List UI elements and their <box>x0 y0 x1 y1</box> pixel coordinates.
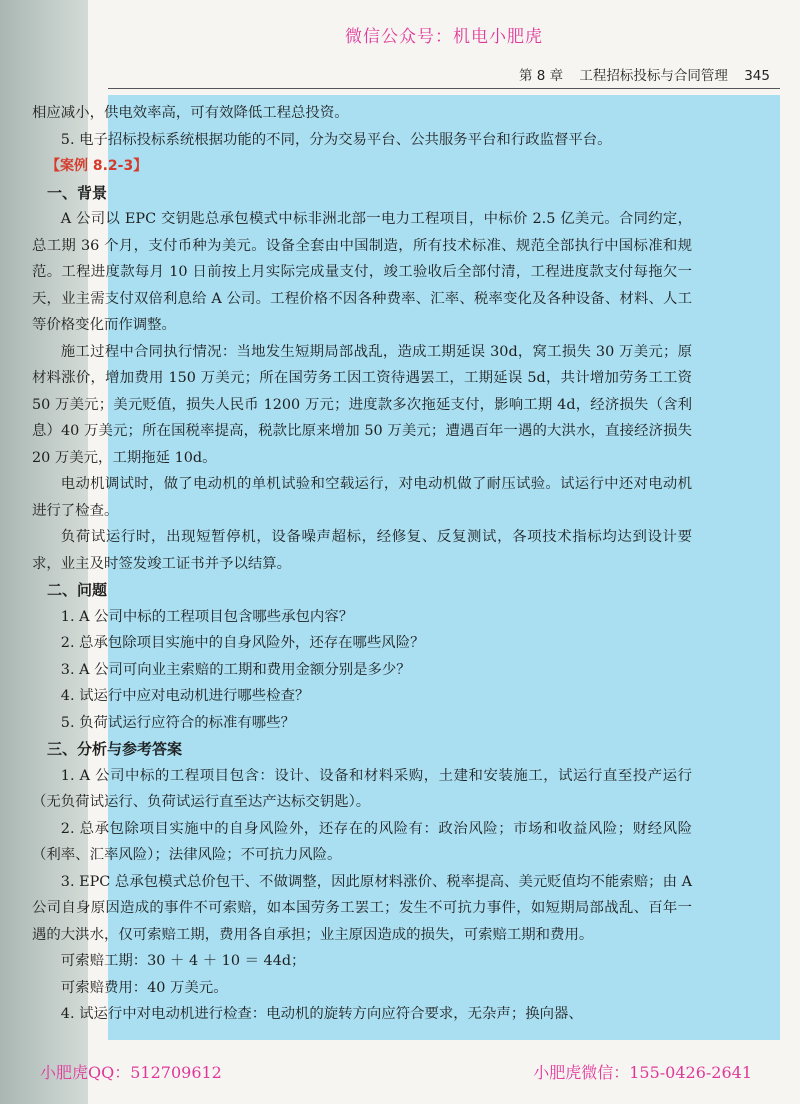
page-number: 345 <box>744 68 770 84</box>
paragraph: 2. 总承包除项目实施中的自身风险外，还存在的风险有：政治风险；市场和收益风险；财经风险（利率、汇率风险）；法律风险；不可抗力风险。 <box>32 820 692 863</box>
header-rule <box>108 88 780 89</box>
paragraph: 施工过程中合同执行情况：当地发生短期局部战乱，造成工期延误 30d，窝工损失 30 万美元；原材料涨价，增加费用 150 万美元；所在国劳务工因工资待遇罢工，工期延误 5d，共计增加劳务工工资 50 万美元；美元贬值，损失人民币 1200 万元；进度款多次拖延支付，影响工期 4d，经济损失（含利息）40 万美元；所在国税率提高，税款比原来增加 50 万美元；遭遇百年一遇的大洪水，直接经济损失 20 万美元，工期拖延 10d。 <box>32 343 692 466</box>
paragraph: 5. 电子招标投标系统根据功能的不同，分为交易平台、公共服务平台和行政监督平台。 <box>60 131 612 148</box>
chapter-title: 工程招标投标与合同管理 <box>579 68 728 84</box>
watermark-bottom-right: 小肥虎微信：155-0426-2641 <box>533 1063 752 1082</box>
page-body <box>32 100 692 1028</box>
section-heading: 二、问题 <box>47 581 108 599</box>
paragraph: 4. 试运行中对电动机进行检查：电动机的旋转方向应符合要求，无杂声；换向器、 <box>60 1006 583 1022</box>
section-heading: 一、背景 <box>47 183 108 202</box>
paragraph: 1. A 公司中标的工程项目包含：设计、设备和材料采购，土建和安装施工，试运行直至投产运行（无负荷试运行、负荷试运行直至达产达标交钥匙）。 <box>32 767 692 810</box>
paragraph: 2. 总承包除项目实施中的自身风险外，还存在哪些风险？ <box>60 635 425 651</box>
paragraph: 5. 负荷试运行应符合的标准有哪些？ <box>60 714 295 731</box>
paragraph: 1. A 公司中标的工程项目包含哪些承包内容？ <box>60 608 354 625</box>
running-header <box>507 64 770 84</box>
paragraph: 相应减小，供电效率高，可有效降低工程总投资。 <box>32 105 349 121</box>
paragraph: 可索赔费用：40 万美元。 <box>60 979 228 996</box>
case-label: 【案例 8.2-3】 <box>46 158 148 174</box>
paragraph: 4. 试运行中应对电动机进行哪些检查？ <box>60 688 310 704</box>
paragraph: A 公司以 EPC 交钥匙总承包模式中标非洲北部一电力工程项目，中标价 2.5 亿美元。合同约定，总工期 36 个月，支付币种为美元。设备全套由中国制造，所有技术标准、规范全部执行中国标准和规范。工程进度款每月 10 日前按上月实际完成量支付，竣工验收后全部付清，工程进度款支付每拖欠一天，业主需支付双倍利息给 A 公司。工程价格不因各种费率、汇率、税率变化及各种设备、材料、人工等价格变化而作调整。 <box>32 211 692 333</box>
paragraph: 3. EPC 总承包模式总价包干、不做调整，因此原材料涨价、税率提高、美元贬值均不能索赔；由 A 公司自身原因造成的事件不可索赔，如本国劳务工罢工；发生不可抗力事件，如短期局部战乱、百年一遇的大洪水，仅可索赔工期，费用各自承担；业主原因造成的损失，可索赔工期和费用。 <box>32 873 692 943</box>
paragraph: 3. A 公司可向业主索赔的工期和费用金额分别是多少？ <box>60 661 411 678</box>
paragraph: 电动机调试时，做了电动机的单机试验和空载运行，对电动机做了耐压试验。试运行中还对电动机进行了检查。 <box>32 476 692 519</box>
watermark-top: 微信公众号：机电小肥虎 <box>345 27 543 47</box>
paragraph: 负荷试运行时，出现短暂停机，设备噪声超标，经修复、反复测试，各项技术指标均达到设计要求，业主及时签发竣工证书并予以结算。 <box>32 529 692 572</box>
watermark-bottom-left: 小肥虎QQ：512709612 <box>40 1063 222 1082</box>
section-heading: 三、分析与参考答案 <box>47 740 183 758</box>
chapter-number: 第 8 章 <box>518 68 564 84</box>
paragraph: 可索赔工期：30 ＋ 4 ＋ 10 ＝ 44d； <box>60 953 306 969</box>
